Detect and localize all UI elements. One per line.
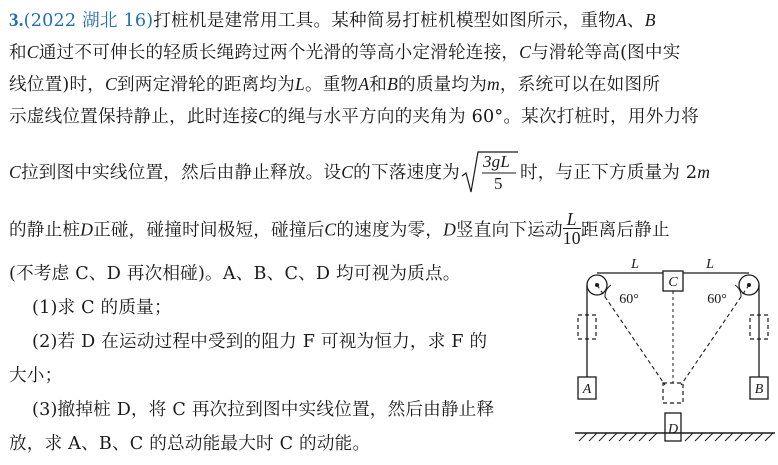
angle-label-left: 60° xyxy=(619,292,639,307)
block-C-dashed xyxy=(663,383,683,403)
text: 的速度为零， xyxy=(336,220,444,241)
label-C: C xyxy=(668,275,678,290)
var-L: L xyxy=(294,74,305,94)
var-C: C xyxy=(324,219,337,240)
var-B: B xyxy=(387,74,399,94)
text: 。重物 xyxy=(304,75,359,95)
text: 拉到图中实线位置，然后由静止释放。设 xyxy=(20,163,342,183)
var-m: m xyxy=(487,74,500,94)
text: 的下落速度为 xyxy=(353,163,460,183)
problem-source: (2022 湖北 16) xyxy=(23,11,154,31)
fraction-L-over-10 xyxy=(563,210,581,247)
fraction-numerator: L xyxy=(563,210,581,229)
text: 的质量均为 xyxy=(398,75,488,95)
sqrt-numerator: 3gL xyxy=(482,152,510,171)
question-2-line-1: (2)若 D 在运动过程中受到的阻力 F 可视为恒力，求 F 的 xyxy=(32,332,488,352)
var-C: C xyxy=(519,42,532,62)
text: 竖直向下运动 xyxy=(456,220,563,241)
problem-line-2 xyxy=(9,40,681,65)
var-A: A xyxy=(615,10,627,30)
label-A: A xyxy=(582,382,592,397)
problem-line-6 xyxy=(9,209,670,249)
question-3-line-1: (3)撤掉桩 D，将 C 再次拉到图中实线位置，然后由静止释 xyxy=(32,400,495,420)
var-C: C xyxy=(26,42,39,62)
text: 的静止桩 xyxy=(9,220,81,241)
label-D: D xyxy=(667,422,679,437)
text: ，系统可以在如图所 xyxy=(499,75,661,95)
question-3-line-2: 放，求 A、B、C 的总动能最大时 C 的动能。 xyxy=(9,434,371,454)
label-B: B xyxy=(754,382,764,397)
label-L-right: L xyxy=(706,257,714,272)
text: 和 xyxy=(9,43,27,63)
var-C: C xyxy=(9,162,21,182)
var-A: A xyxy=(358,74,370,94)
text: 的绳与水平方向的夹角为 60°。某次打桩时，用外力将 xyxy=(270,107,700,127)
text: 、 xyxy=(626,11,645,31)
text: 正碰，碰撞时间极短，碰撞后 xyxy=(93,220,325,241)
problem-line-1 xyxy=(9,8,656,33)
var-D: D xyxy=(80,219,94,240)
var-D: D xyxy=(443,219,457,240)
var-C: C xyxy=(105,74,117,94)
question-1: (1)求 C 的质量； xyxy=(32,298,172,318)
text: 距离后静止 xyxy=(580,220,670,241)
sqrt-expression xyxy=(460,150,520,196)
text: 通过不可伸长的轻质长绳跨过两个光滑的等高小定滑轮连接， xyxy=(38,43,520,63)
text: 线位置)时， xyxy=(9,75,106,95)
problem-line-3 xyxy=(9,72,660,97)
problem-line-4 xyxy=(9,104,699,129)
var-C: C xyxy=(258,106,271,126)
text: 和 xyxy=(369,75,388,95)
problem-line-7: (不考虑 C、D 再次相碰)。A、B、C、D 均可视为质点。 xyxy=(9,264,461,284)
question-2-line-2: 大小； xyxy=(9,366,63,386)
var-C: C xyxy=(341,162,354,182)
angle-label-right: 60° xyxy=(707,292,727,307)
text: 与滑轮等高(图中实 xyxy=(531,43,681,63)
text: 示虚线位置保持静止，此时连接 xyxy=(9,107,259,127)
text: 时，与正下方质量为 2 xyxy=(519,163,698,183)
text: 打桩机是建常用工具。某种简易打桩机模型如图所示，重物 xyxy=(153,11,616,31)
fraction-denominator: 10 xyxy=(562,228,581,248)
var-B: B xyxy=(644,10,656,30)
problem-line-5 xyxy=(9,150,710,196)
label-L-left: L xyxy=(631,257,639,272)
pile-driver-diagram xyxy=(575,255,775,455)
sqrt-denominator: 5 xyxy=(493,174,503,193)
var-m: m xyxy=(697,162,711,182)
problem-number: 3. xyxy=(9,10,24,31)
text: 到两定滑轮的距离均为 xyxy=(116,75,295,95)
